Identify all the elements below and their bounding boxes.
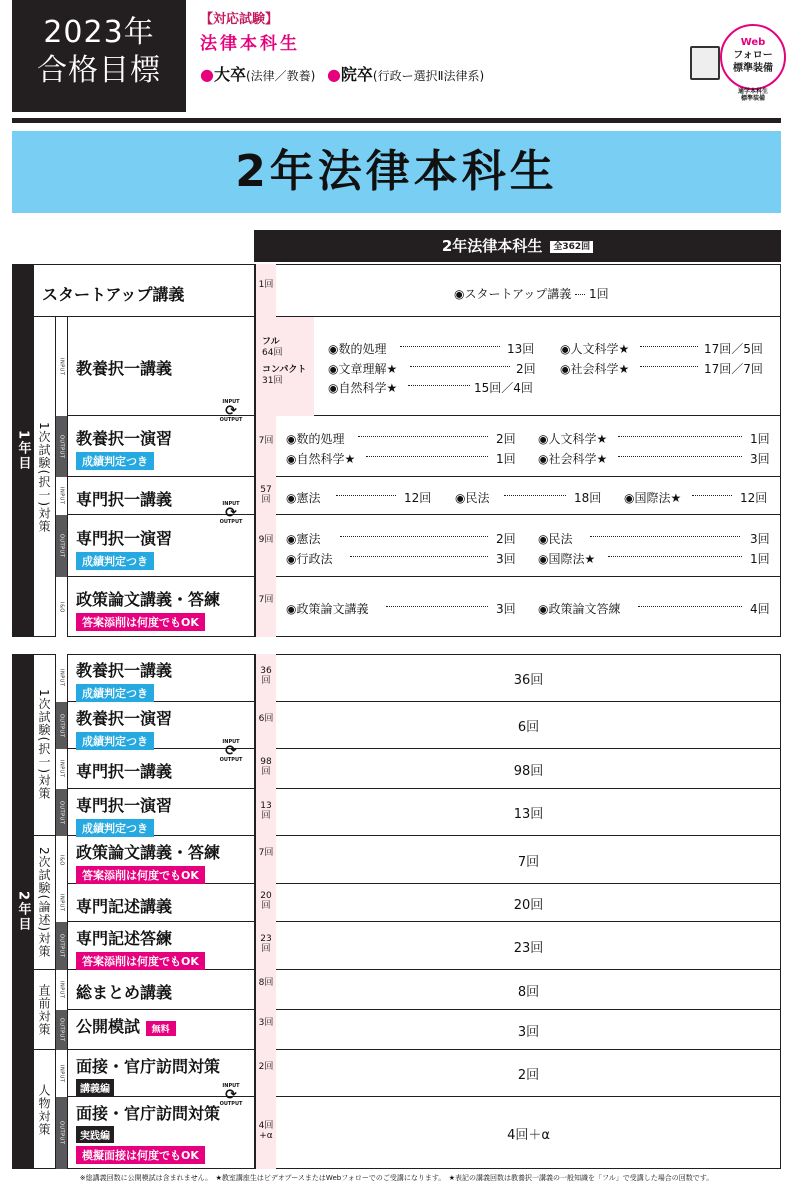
item-count: 15回／4回 [474, 381, 533, 395]
count [254, 515, 276, 577]
io-label: INPUT [56, 317, 68, 416]
detail-label: ◉スタートアップ講義 [454, 287, 572, 301]
course-title: 教養択一演習 [76, 429, 173, 448]
item-count: 2回 [496, 432, 516, 446]
course-name [68, 980, 172, 1003]
tag-badge: 答案添削は何度でもOK [76, 613, 205, 631]
course-name: 専門択一講義 [76, 490, 173, 509]
io-label: I&O [56, 577, 68, 637]
bullet-icon: ● [326, 65, 341, 84]
leader-dots [340, 536, 488, 537]
recycle-top: INPUT [222, 1083, 240, 1089]
tag-badge: 答案添削は何度でもOK [76, 952, 205, 970]
item-label: ◉数的処理 [286, 432, 345, 446]
count-value: 36回 [260, 666, 272, 686]
item-label: ◉行政法 [286, 552, 333, 566]
detail-startup [454, 285, 609, 302]
item-count: 12回 [740, 491, 768, 505]
year2-group3-label: 直前対策 [34, 970, 56, 1050]
recycle-bottom: OUTPUT [219, 519, 243, 525]
item-label: ◉自然科学★ [286, 452, 356, 466]
count [254, 970, 276, 1010]
total-count: 4回＋α [507, 1127, 550, 1143]
item-label: ◉憲法 [286, 491, 321, 505]
io-label: OUTPUT [56, 416, 68, 477]
count-value: 23回 [260, 934, 272, 954]
total-count: 13回 [513, 807, 544, 822]
course-name [68, 658, 172, 702]
course-name [68, 426, 172, 470]
badge-line3: 標準装備 [733, 63, 773, 74]
badge-note1: 通学本科生 [737, 88, 768, 95]
tag-badge: 成績判定つき [76, 452, 154, 470]
item-label: ◉社会科学★ [560, 362, 630, 376]
io-label: INPUT [56, 477, 68, 515]
count-full-label: フル [262, 337, 280, 347]
leader-dots [618, 456, 742, 457]
recycle-top: INPUT [222, 739, 240, 745]
target2: 院卒 [340, 65, 373, 84]
course-name: 教養択一講義 [76, 359, 173, 378]
course-name [68, 759, 172, 782]
item-count: 1回 [496, 452, 516, 466]
count-box [254, 317, 314, 416]
leader-dots [608, 556, 742, 557]
leader-dots [408, 385, 470, 386]
badge-note [720, 88, 786, 102]
leader-dots [638, 606, 742, 607]
tag-badge: 成績判定つき [76, 552, 154, 570]
io-label: OUTPUT [56, 515, 68, 577]
exam-name: 法律本科生 [200, 34, 300, 54]
detail-count: 1回 [588, 287, 609, 301]
total-count: 2回 [517, 1068, 540, 1083]
tag-badge: 答案添削は何度でもOK [76, 866, 205, 884]
count [254, 264, 276, 317]
recycle-icon: INPUT ⟳ OUTPUT [216, 500, 246, 527]
io-label: I&O [56, 836, 68, 884]
item-label: ◉自然科学★ [328, 381, 398, 395]
target1-detail: (法律／教養) [245, 69, 316, 83]
leader-dots [358, 436, 488, 437]
count-value: 3回 [258, 1018, 274, 1028]
divider [12, 118, 781, 123]
item-count: 1回 [750, 552, 770, 566]
count-value: 7回 [258, 848, 274, 858]
total-count: 98回 [513, 763, 544, 779]
count-compact-label: コンパクト [262, 365, 307, 375]
course-title: 面接・官庁訪問対策 [76, 1104, 221, 1123]
item-label: ◉人文科学★ [538, 432, 608, 446]
badge-line1: Web [740, 37, 766, 48]
item-count: 18回 [574, 491, 602, 505]
count [254, 416, 276, 477]
course-title: 専門択一講義 [76, 762, 173, 781]
leader-dots [410, 366, 510, 367]
leader-dots [400, 346, 500, 347]
badge-note2: 標準装備 [740, 95, 765, 102]
tag-badge-2: 模擬面接は何度でもOK [76, 1146, 205, 1164]
count-value: 2回 [258, 1061, 274, 1072]
item-label: ◉数的処理 [328, 342, 387, 356]
leader-dots [618, 436, 742, 437]
course-title: 政策論文講義・答練 [76, 590, 221, 609]
io-label: OUTPUT [56, 922, 68, 970]
total-count: 36回 [513, 672, 544, 688]
year2-group4-label: 人物対策 [34, 1050, 56, 1169]
item-label: ◉文章理解★ [328, 362, 398, 376]
course-name [68, 1014, 176, 1037]
recycle-icon: INPUT ⟳ OUTPUT [216, 398, 246, 425]
course-name [68, 793, 172, 837]
total-badge: 全362回 [550, 241, 593, 253]
recycle-icon: INPUT ⟳ OUTPUT [216, 1082, 246, 1109]
leader-dots [504, 495, 566, 496]
count [254, 836, 276, 884]
count-value: 20回 [260, 891, 272, 911]
total-count: 3回 [517, 1024, 540, 1040]
io-label: OUTPUT [56, 1097, 68, 1169]
course-name: スタートアップ講義 [42, 285, 185, 304]
item-label: ◉社会科学★ [538, 452, 608, 466]
count-value: 9回 [258, 535, 274, 545]
course-name [68, 1101, 220, 1164]
recycle-bottom: OUTPUT [219, 1101, 243, 1107]
tag-badge: 成績判定つき [76, 684, 154, 702]
year2-group1-label: 1次試験(択一)対策 [34, 654, 56, 836]
course-title: 公開模試 [76, 1017, 141, 1036]
io-label: INPUT [56, 1050, 68, 1097]
year2-label: 2年目 [12, 654, 34, 1169]
tag-badge: 講義編 [76, 1079, 114, 1096]
course-name [68, 587, 220, 631]
item-count: 1回 [750, 432, 770, 446]
count-value: 13回 [260, 800, 272, 821]
course-name [68, 926, 205, 970]
recycle-bottom: OUTPUT [219, 417, 243, 423]
page-title: 2年法律本科生 [12, 131, 781, 213]
item-count: 3回 [496, 552, 516, 566]
footnote: ※総講義回数に公開模試は含まれません。 ★教室講座生はビデオブースまたはWebフォローでのご受講になります。 ★表記の講義回数は教養択一講義の一般知識を「フル」で受講した場合の回数です。 [79, 1174, 714, 1182]
total-count: 20回 [513, 897, 544, 913]
course-title: 教養択一演習 [76, 709, 173, 728]
count-value: 1回 [258, 280, 274, 290]
leader-dots [350, 556, 488, 557]
column-title: 2年法律本科生 [441, 237, 543, 255]
leader-dots [366, 456, 488, 457]
count [254, 654, 276, 702]
course-title: 専門択一演習 [76, 529, 173, 548]
exam-targets [200, 62, 484, 85]
goal-label: 合格目標 [37, 53, 161, 88]
count [254, 922, 276, 970]
leader-dots [336, 495, 396, 496]
count [254, 749, 276, 789]
exam-info [200, 8, 484, 85]
goal-year: 2023年 [43, 15, 155, 50]
item-label: ◉国際法★ [538, 552, 596, 566]
badge-line2: フォロー [733, 50, 773, 61]
course-name [68, 894, 172, 917]
count-value: 8回 [258, 978, 274, 988]
count-value: 4回+α [258, 1121, 274, 1141]
count [254, 1097, 276, 1169]
count-full: 64回 [262, 348, 283, 358]
count [254, 1010, 276, 1050]
item-count: 3回 [750, 452, 770, 466]
item-label: ◉政策論文答練 [538, 602, 621, 616]
bullet-icon: ● [200, 65, 214, 84]
course-name [68, 840, 220, 884]
count [254, 789, 276, 836]
course-name [68, 1054, 220, 1096]
item-label: ◉民法 [538, 532, 573, 546]
course-title: 政策論文講義・答練 [76, 843, 221, 862]
io-label: OUTPUT [56, 702, 68, 749]
year1-label: 1年目 [12, 264, 34, 637]
item-count: 13回 [507, 342, 535, 356]
io-label: INPUT [56, 654, 68, 702]
leader-dots [692, 495, 732, 496]
count-value: 6回 [258, 713, 274, 724]
leader-dots [386, 606, 488, 607]
item-count: 17回／7回 [704, 362, 763, 376]
devices-icon [690, 46, 720, 80]
column-header [254, 230, 781, 262]
item-label: ◉人文科学★ [560, 342, 630, 356]
item-count: 12回 [404, 491, 432, 505]
count [254, 1050, 276, 1097]
count-value: 7回 [258, 436, 274, 446]
item-count: 3回 [750, 532, 770, 546]
tag-badge: 実践編 [76, 1126, 114, 1143]
recycle-icon: INPUT ⟳ OUTPUT [216, 738, 246, 765]
io-label: INPUT [56, 884, 68, 922]
total-count: 7回 [517, 854, 540, 870]
leader-dots [640, 366, 698, 367]
recycle-bottom: OUTPUT [219, 757, 243, 763]
course-title: 総まとめ講義 [76, 983, 173, 1002]
year2-group2-label: 2次試験(論述)対策 [34, 836, 56, 970]
io-label: OUTPUT [56, 1010, 68, 1050]
tag-badge: 成績判定つき [76, 732, 154, 750]
leader-dots [590, 536, 740, 537]
recycle-top: INPUT [222, 501, 240, 507]
course-title: 面接・官庁訪問対策 [76, 1057, 221, 1076]
item-label: ◉民法 [455, 491, 490, 505]
goal-year-box [12, 0, 186, 112]
count [254, 577, 276, 637]
leader-dots [640, 346, 698, 347]
target2-detail: (行政ー選択Ⅱ法律系) [372, 69, 485, 83]
target1: 大卒 [213, 65, 246, 84]
total-count: 23回 [513, 940, 544, 956]
tag-badge: 成績判定つき [76, 819, 154, 837]
count-value: 7回 [258, 595, 274, 605]
recycle-top: INPUT [222, 399, 240, 405]
io-label: INPUT [56, 749, 68, 789]
item-label: ◉憲法 [286, 532, 321, 546]
item-count: 2回 [496, 532, 516, 546]
count-value: 57回 [260, 485, 272, 505]
count-compact: 31回 [262, 376, 283, 386]
detail-item [328, 340, 386, 357]
exam-label: 【対応試験】 [200, 12, 279, 27]
course-title: 専門記述答練 [76, 929, 173, 948]
course-name [68, 526, 172, 570]
course-name [68, 706, 172, 750]
count [254, 702, 276, 749]
course-title: 専門記述講義 [76, 897, 173, 916]
io-label: OUTPUT [56, 789, 68, 836]
item-label: ◉国際法★ [624, 491, 682, 505]
item-count: 2回 [516, 362, 536, 376]
count [254, 884, 276, 922]
course-title: 専門択一演習 [76, 796, 173, 815]
io-label: INPUT [56, 970, 68, 1010]
count [254, 477, 276, 515]
web-follow-circle [720, 24, 786, 90]
item-label: ◉政策論文講義 [286, 602, 369, 616]
total-count: 6回 [517, 720, 540, 735]
course-title: 教養択一講義 [76, 661, 173, 680]
web-follow-badge [690, 24, 782, 100]
year1-group-label: 1次試験(択一)対策 [34, 317, 56, 637]
item-count: 4回 [750, 602, 770, 616]
free-badge: 無料 [146, 1021, 176, 1036]
item-count: 17回／5回 [704, 342, 763, 356]
total-count: 8回 [517, 984, 540, 1000]
item-count: 3回 [496, 602, 516, 616]
count-value: 98回 [260, 757, 272, 777]
